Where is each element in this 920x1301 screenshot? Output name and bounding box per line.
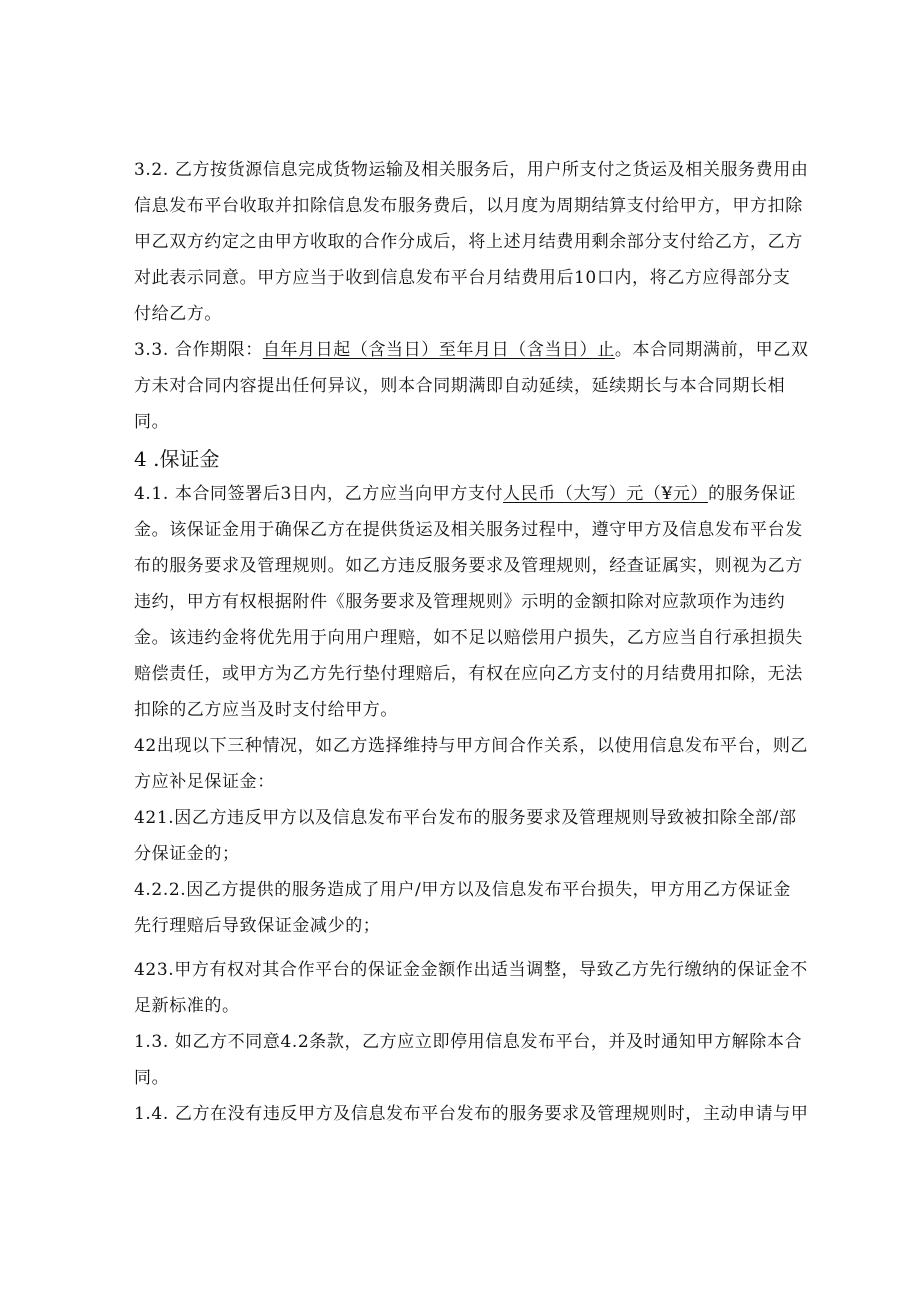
clause-3-3-line-1 [134,339,809,361]
clause-4-1-line-1 [134,483,797,505]
contract-term-blank: 自年月日起（含当日）至年月日（含当日）止 [262,340,615,360]
clause-4-1-line-4: 违约，甲方有权根据附件《服务要求及管理规则》示明的金额扣除对应款项作为违约 [134,592,786,612]
clause-4-1-line-5: 金。该违约金将优先用于向用户理赔，如不足以赔偿用户损失，乙方应当自行承担损失 [134,628,803,648]
deposit-amount-blank: 人民币（大写）元（¥元） [503,484,709,504]
clause-4-2-3-line-1: 423.甲方有权对其合作平台的保证金金额作出适当调整，导致乙方先行缴纳的保证金不 [134,960,808,980]
clause-4-1-line-7: 扣除的乙方应当及时支付给甲方。 [134,700,398,720]
clause-4-1-line-6: 赔偿责任，或甲方为乙方先行垫付理赔后，有权在应向乙方支付的月结费用扣除，无法 [134,664,803,684]
clause-3-2-line-2: 信息发布平台收取并扣除信息发布服务费后，以月度为周期结算支付给甲方，甲方扣除 [134,196,803,216]
clause-4-2-1-line-2: 分保证金的； [134,844,240,864]
clause-3-3-prefix: 3.3. 合作期限： [134,340,263,360]
clause-3-2-line-1: 3.2. 乙方按货源信息完成货物运输及相关服务后，用户所支付之货运及相关服务费用由 [134,160,809,180]
clause-1-4-line-1: 1.4. 乙方在没有违反甲方及信息发布平台发布的服务要求及管理规则时，主动申请与甲 [134,1104,809,1124]
clause-4-1-line-2: 金。该保证金用于确保乙方在提供货运及相关服务过程中，遵守甲方及信息发布平台发 [134,520,803,540]
clause-3-2-line-5: 付给乙方。 [134,304,222,324]
clause-4-2-line-1: 42出现以下三种情况，如乙方选择维持与甲方间合作关系，以使用信息发布平台，则乙 [134,736,809,756]
clause-1-3-line-1: 1.3. 如乙方不同意4.2条款，乙方应立即停用信息发布平台，并及时通知甲方解除本合 [134,1032,803,1052]
clause-4-1-line-3: 布的服务要求及管理规则。如乙方违反服务要求及管理规则，经查证属实，则视为乙方 [134,556,803,576]
section-4-heading: 4 .保证金 [134,447,220,471]
clause-4-2-line-2: 方应补足保证金： [134,772,275,792]
clause-4-1-prefix: 4.1. 本合同签署后3日内，乙方应当向甲方支付 [134,484,504,504]
clause-4-2-3-line-2: 足新标准的。 [134,996,240,1016]
clause-3-2-line-3: 甲乙双方约定之由甲方收取的合作分成后，将上述月结费用剩余部分支付给乙方，乙方 [134,232,803,252]
clause-4-2-1-line-1: 421.因乙方违反甲方以及信息发布平台发布的服务要求及管理规则导致被扣除全部/部 [134,808,797,828]
clause-1-3-line-2: 同。 [134,1068,170,1088]
clause-3-2-line-4: 对此表示同意。甲方应当于收到信息发布平台月结费用后10口内，将乙方应得部分支 [134,268,791,288]
clause-4-2-2-line-1: 4.2.2.因乙方提供的服务造成了用户/甲方以及信息发布平台损失，甲方用乙方保证金 [134,880,791,900]
clause-4-2-2-line-2: 先行理赔后导致保证金减少的； [134,916,381,936]
clause-4-1-suffix: 的服务保证 [708,484,797,504]
clause-3-3-suffix: 。本合同期满前，甲乙双 [614,340,809,360]
clause-3-3-line-3: 同。 [134,412,170,432]
clause-3-3-line-2: 方未对合同内容提出任何异议，则本合同期满即自动延续，延续期长与本合同期长相 [134,376,786,396]
